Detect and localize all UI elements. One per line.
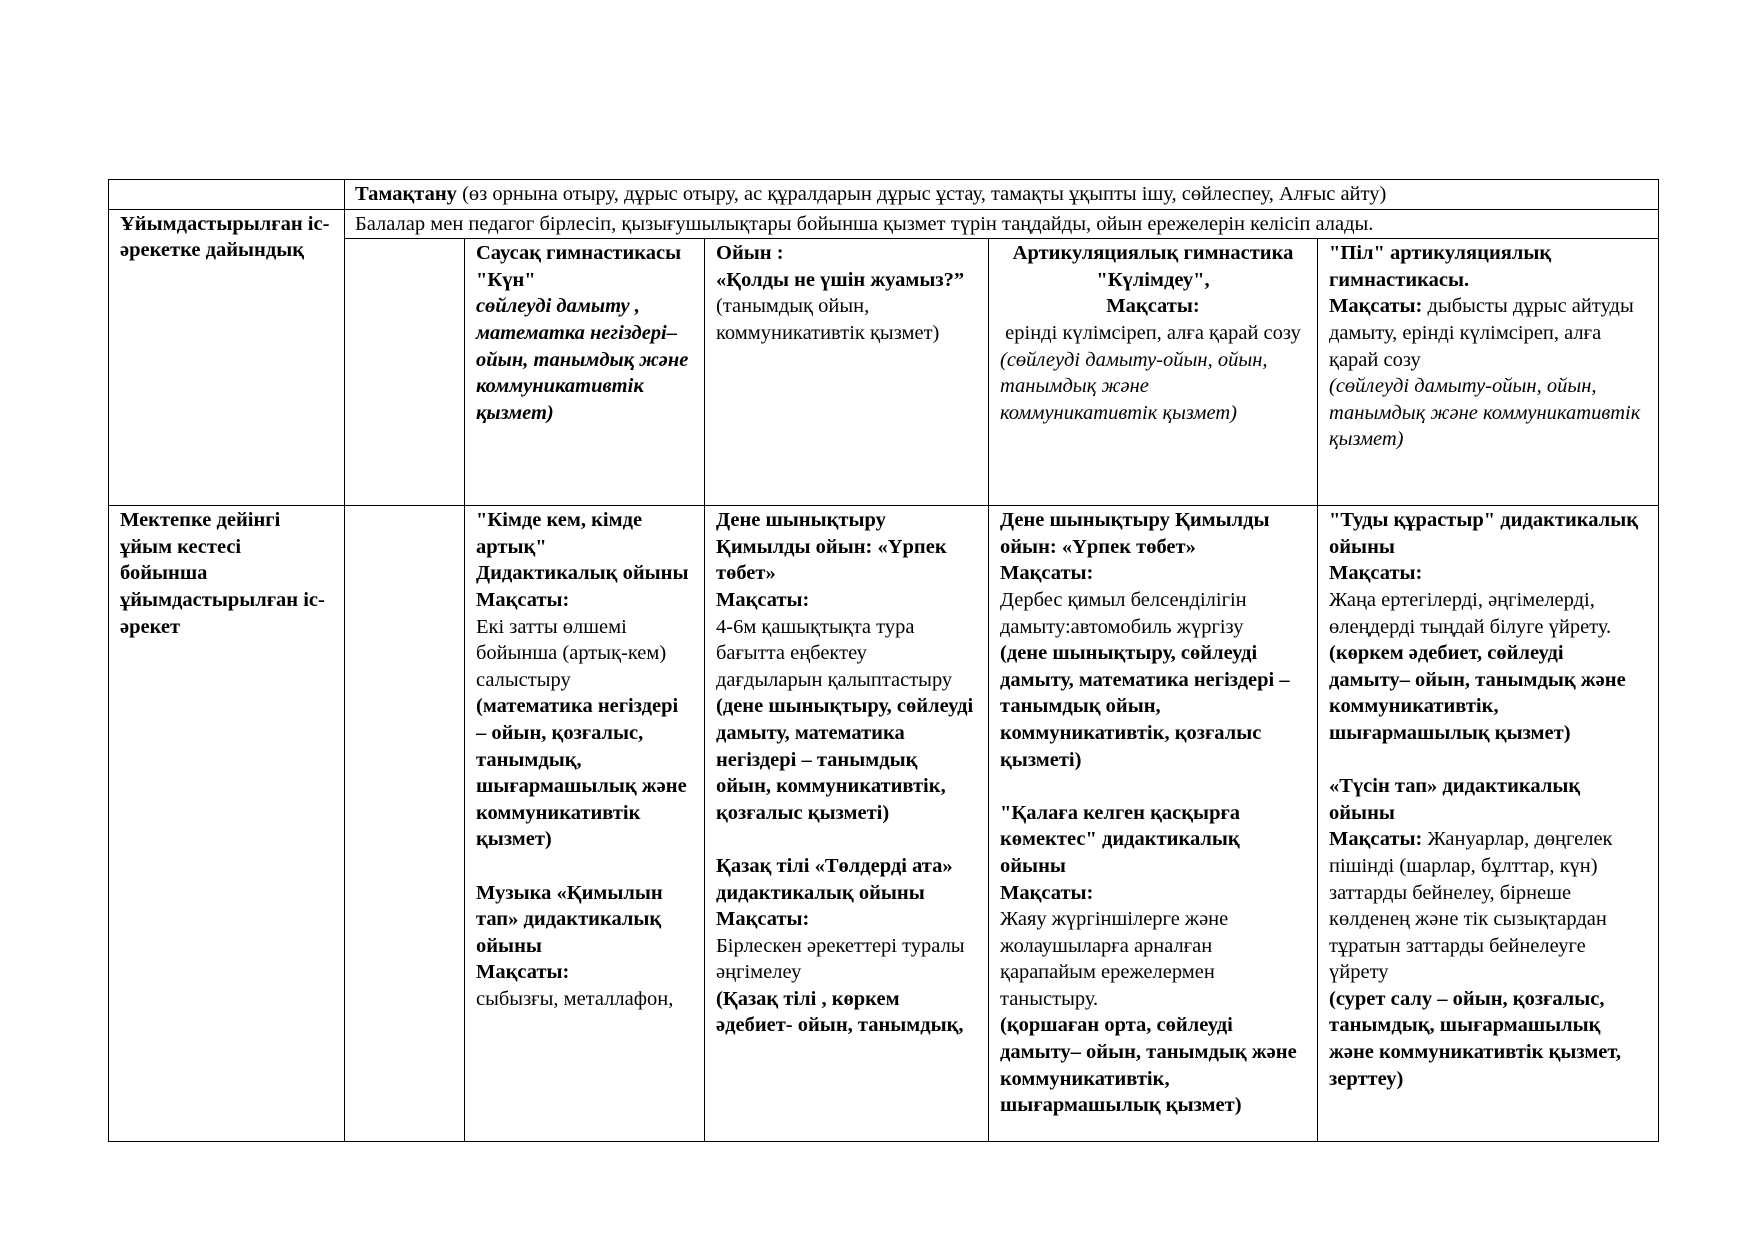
elephant-gym-title: "Піл" артикуляциялық гимнастикасы. bbox=[1329, 242, 1552, 291]
activity-3b-goal-label: Мақсаты: bbox=[1000, 881, 1094, 904]
activity-3a-goal: Дербес қимыл белсенділігін дамыту:автомобиль жүргізу bbox=[1000, 588, 1247, 638]
activity-4b-title: «Түсін тап» дидактикалық ойыны bbox=[1329, 775, 1581, 824]
activity-1b-goal: сыбызғы, металлафон, bbox=[476, 987, 674, 1010]
activity-2a-goal: 4-6м қашықтықта тура бағытта еңбектеу дағдыларын қалыптастыру bbox=[716, 615, 953, 691]
activity-cell-1 bbox=[465, 506, 705, 1142]
elephant-gym-note: (сөйлеуді дамыту-ойын, ойын, танымдық және коммуникативтік қызмет) bbox=[1329, 375, 1641, 451]
activity-1a-title: "Кімде кем, кімде артық" Дидактикалық ойыны bbox=[476, 509, 689, 585]
table-row-meal bbox=[109, 180, 1659, 210]
activity-3b-title: "Қалаға келген қасқырға көмектес" дидактикалық ойыны bbox=[1000, 801, 1241, 877]
activity-1a-goal-label: Мақсаты: bbox=[476, 588, 570, 611]
meal-title: Тамақтану bbox=[355, 183, 457, 205]
activity-2b-goal-label: Мақсаты: bbox=[716, 908, 810, 931]
activity-1b-title: Музыка «Қимылын тап» дидактикалық ойыны bbox=[476, 881, 663, 957]
activity-2b-note: (Қазақ тілі , көркем әдебиет- ойын, танымдық, bbox=[716, 987, 964, 1037]
empty-cell bbox=[345, 506, 465, 1142]
empty-cell bbox=[345, 239, 465, 506]
activity-3b-goal: Жаяу жүргіншілерге және жолаушыларға арналған қарапайым ережелермен таныстыру. bbox=[1000, 908, 1229, 1010]
finger-gym-note: сөйлеуді дамыту , математка негіздері– ойын, танымдық және коммуникативтік қызмет) bbox=[476, 295, 689, 424]
smile-gym-title: Артикуляциялық гимнастика "Күлімдеу", bbox=[1012, 242, 1294, 291]
activity-2b-title: Қазақ тілі «Төлдерді ата» дидактикалық ойыны bbox=[716, 854, 953, 904]
activity-4a-goal-label: Мақсаты: bbox=[1329, 562, 1423, 585]
activity-4a-note: (көркем әдебиет, сөйлеуді дамыту– ойын, танымдық және коммуникативтік, шығармашылық қызмет) bbox=[1329, 642, 1626, 744]
activity-4a-title: "Туды құрастыр" дидактикалық ойыны bbox=[1329, 509, 1639, 558]
activity-4a-goal: Жаңа ертегілерді, әңгімелерді, өлеңдерді тыңдай білуге үйрету. bbox=[1329, 588, 1612, 638]
activity-cell-2 bbox=[705, 506, 989, 1142]
activity-cell-4 bbox=[1318, 506, 1659, 1142]
activity-2a-goal-label: Мақсаты: bbox=[716, 588, 810, 611]
activity-label: Мектепке дейінгі ұйым кестесі бойынша ұйымдастырылған іс-әрекет bbox=[109, 506, 345, 1142]
smile-gym-goal-label: Мақсаты: bbox=[1106, 295, 1200, 318]
activity-2a-note: (дене шынықтыру, сөйлеуді дамыту, математика негіздері – танымдық ойын, коммуникативтік, қозғалыс қызметі) bbox=[716, 695, 974, 824]
activity-4b-goal-label: Мақсаты: bbox=[1329, 828, 1423, 851]
empty-cell bbox=[109, 180, 345, 210]
prep-cell-4 bbox=[1318, 239, 1659, 506]
game-title-2: «Қолды не үшін жуамыз?” bbox=[716, 268, 965, 291]
table-row-prep-intro bbox=[109, 209, 1659, 239]
activity-3b-note: (қоршаған орта, сөйлеуді дамыту– ойын, танымдық және коммуникативтік, шығармашылық қызмет) bbox=[1000, 1014, 1297, 1117]
prep-cell-2 bbox=[705, 239, 989, 506]
elephant-gym-goal-label: Мақсаты: bbox=[1329, 295, 1423, 318]
activity-2b-goal: Бірлескен әрекеттері туралы әңгімелеу bbox=[716, 934, 965, 984]
prep-label: Ұйымдастырылған іс-әрекетке дайындық bbox=[109, 209, 345, 506]
smile-gym-note: (сөйлеуді дамыту-ойын, ойын, танымдық және коммуникативтік қызмет) bbox=[1000, 348, 1268, 424]
prep-text: Балалар мен педагог бірлесіп, қызығушылықтары бойынша қызмет түрін таңдайды, ойын ережелерін келісіп алады. bbox=[345, 209, 1659, 239]
activity-4b-goal: Жануарлар, дөңгелек пішінді (шарлар, бұлттар, күн) заттарды бейнелеу, бірнеше көлденең және тік сызықтардан тұратын заттарды бейнелеуге үйрету bbox=[1329, 828, 1613, 984]
activity-cell-3 bbox=[989, 506, 1318, 1142]
activity-3a-title: Дене шынықтыру Қимылды ойын: «Үрпек төбет» bbox=[1000, 509, 1270, 558]
smile-gym-goal: ерінді күлімсіреп, алға қарай созу bbox=[1005, 321, 1301, 344]
finger-gym-title: Саусақ гимнастикасы "Күн" bbox=[476, 242, 682, 291]
schedule-table bbox=[108, 179, 1659, 1142]
meal-cell bbox=[345, 180, 1659, 210]
activity-3a-goal-label: Мақсаты: bbox=[1000, 562, 1094, 585]
activity-1a-goal: Екі затты өлшемі бойынша (артық-кем) салыстыру bbox=[476, 615, 667, 691]
elephant-gym-goal: дыбысты дұрыс айтуды дамыту, ерінді күлімсіреп, алға қарай созу bbox=[1329, 295, 1634, 371]
game-title-1: Ойын : bbox=[716, 242, 784, 265]
game-note: (танымдық ойын, коммуникативтік қызмет) bbox=[716, 295, 940, 344]
meal-text: (өз орнына отыру, дұрыс отыру, ас құралдарын дұрыс ұстау, тамақты ұқыпты ішу, сөйлеспеу, Алғыс айту) bbox=[456, 183, 1387, 205]
table-row-activity bbox=[109, 506, 1659, 1142]
activity-4b-note: (сурет салу – ойын, қозғалыс, танымдық, шығармашылық және коммуникативтік қызмет, зерттеу) bbox=[1329, 987, 1622, 1090]
activity-1b-goal-label: Мақсаты: bbox=[476, 961, 570, 984]
activity-2a-title: Дене шынықтыру Қимылды ойын: «Үрпек төбет» bbox=[716, 509, 947, 585]
activity-3a-note: (дене шынықтыру, сөйлеуді дамыту, математика негіздері – танымдық ойын, коммуникативтік, қозғалыс қызметі) bbox=[1000, 642, 1290, 771]
prep-cell-3 bbox=[989, 239, 1318, 506]
prep-cell-1 bbox=[465, 239, 705, 506]
activity-1a-note: (математика негіздері – ойын, қозғалыс, танымдық, шығармашылық және коммуникативтік қызмет) bbox=[476, 695, 687, 851]
